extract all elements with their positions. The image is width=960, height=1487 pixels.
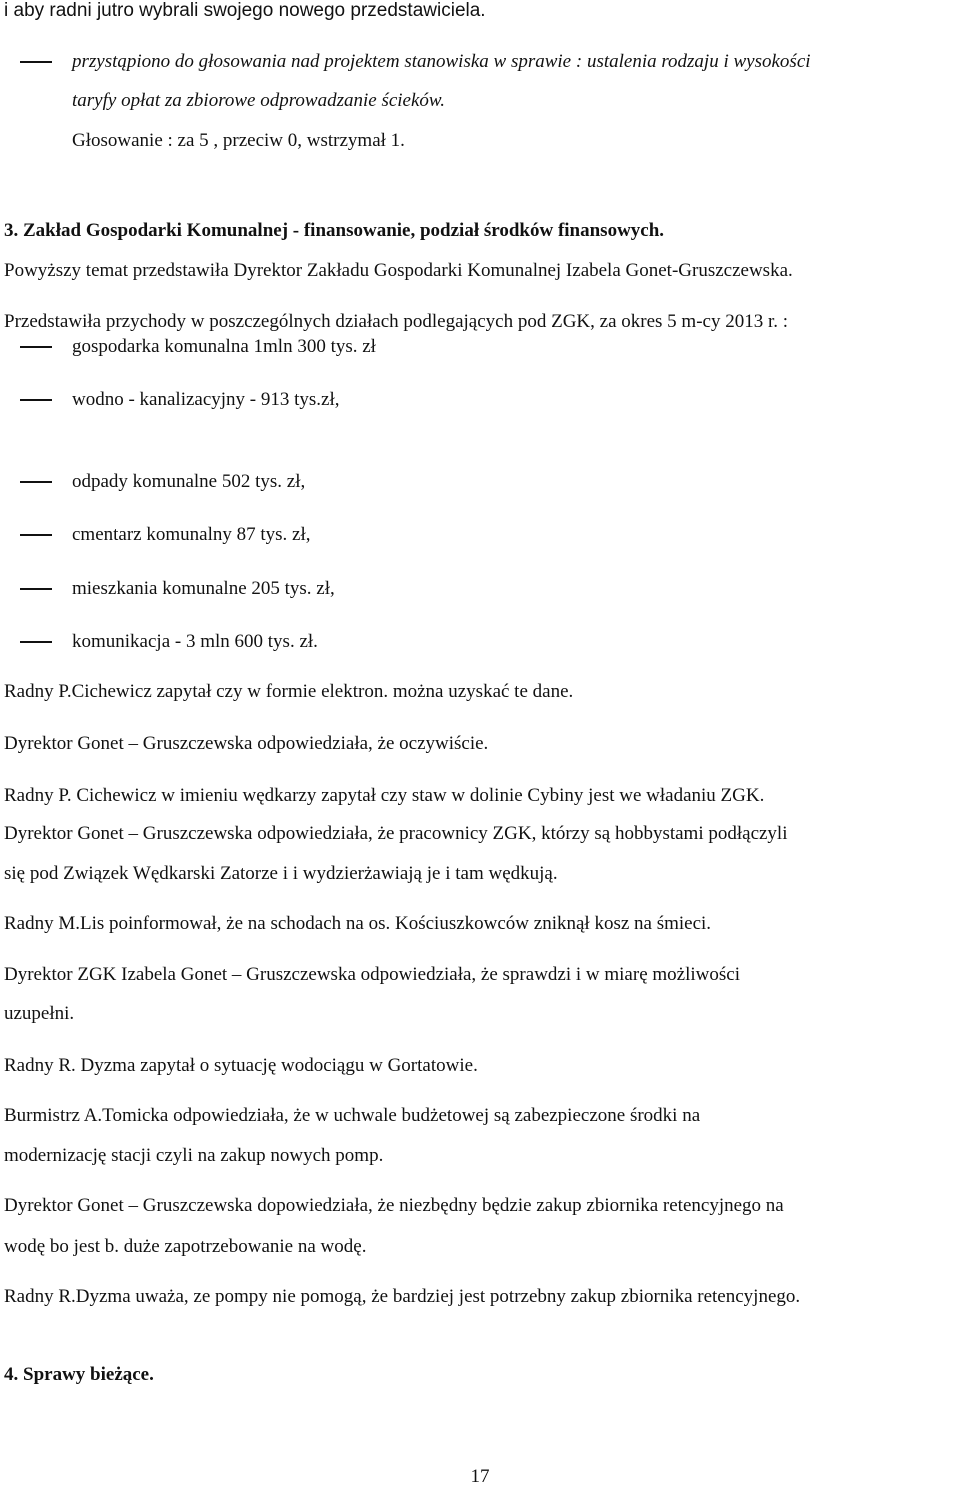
paragraph-line: wodę bo jest b. duże zapotrzebowanie na wodę. (4, 1236, 367, 1257)
list-dash (20, 641, 52, 643)
paragraph-line: Radny M.Lis poinformował, że na schodach na os. Kościuszkowców zniknął kosz na śmieci. (4, 913, 712, 934)
paragraph-line: Radny R. Dyzma zapytał o sytuację wodociągu w Gortatowie. (4, 1055, 478, 1076)
income-item: mieszkania komunalne 205 tys. zł, (72, 578, 335, 599)
list-dash (20, 61, 52, 63)
paragraph-line: się pod Związek Wędkarski Zatorze i i wydzierżawiają je i tam wędkują. (4, 863, 558, 884)
section-3-income-line: Przedstawiła przychody w poszczególnych działach podlegających pod ZGK, za okres 5 m-cy 2013 r. : (4, 311, 789, 332)
list-dash (20, 399, 52, 401)
income-item: komunikacja - 3 mln 600 tys. zł. (72, 631, 318, 652)
list-dash (20, 481, 52, 483)
vote-result: Głosowanie : za 5 , przeciw 0, wstrzymał 1. (72, 130, 405, 151)
section-4-heading: 4. Sprawy bieżące. (4, 1364, 154, 1385)
paragraph-line: Dyrektor Gonet – Gruszczewska odpowiedziała, że oczywiście. (4, 733, 489, 754)
list-dash (20, 534, 52, 536)
paragraph-line: modernizację stacji czyli na zakup nowych pomp. (4, 1145, 384, 1166)
section-3-intro: Powyższy temat przedstawiła Dyrektor Zakładu Gospodarki Komunalnej Izabela Gonet-Gruszczewska. (4, 260, 793, 281)
paragraph-line: Radny R.Dyzma uważa, ze pompy nie pomogą, że bardziej jest potrzebny zakup zbiornika retencyjnego. (4, 1286, 801, 1307)
vote-item-line-2: taryfy opłat za zbiorowe odprowadzanie ścieków. (72, 90, 445, 111)
page-number: 17 (470, 1466, 490, 1487)
list-dash (20, 346, 52, 348)
top-line: i aby radni jutro wybrali swojego nowego przedstawiciela. (4, 0, 486, 21)
paragraph-line: Dyrektor ZGK Izabela Gonet – Gruszczewska odpowiedziała, że sprawdzi i w miarę możliwości (4, 964, 740, 985)
paragraph-line: Burmistrz A.Tomicka odpowiedziała, że w uchwale budżetowej są zabezpieczone środki na (4, 1105, 701, 1126)
paragraph-line: Dyrektor Gonet – Gruszczewska dopowiedziała, że niezbędny będzie zakup zbiornika retencyjnego na (4, 1195, 784, 1216)
income-item: odpady komunalne 502 tys. zł, (72, 471, 306, 492)
paragraph-line: Radny P.Cichewicz zapytał czy w formie elektron. można uzyskać te dane. (4, 681, 574, 702)
income-item: cmentarz komunalny 87 tys. zł, (72, 524, 311, 545)
section-3-heading: 3. Zakład Gospodarki Komunalnej - finansowanie, podział środków finansowych. (4, 220, 665, 241)
paragraph-line: Dyrektor Gonet – Gruszczewska odpowiedziała, że pracownicy ZGK, którzy są hobbystami podłączyli (4, 823, 788, 844)
income-item: gospodarka komunalna 1mln 300 tys. zł (72, 336, 376, 357)
paragraph-line: uzupełni. (4, 1003, 75, 1024)
income-item: wodno - kanalizacyjny - 913 tys.zł, (72, 389, 340, 410)
vote-item-line-1: przystąpiono do głosowania nad projektem stanowiska w sprawie : ustalenia rodzaju i wysokości (72, 51, 811, 72)
paragraph-line: Radny P. Cichewicz w imieniu wędkarzy zapytał czy staw w dolinie Cybiny jest we władaniu ZGK. (4, 785, 765, 806)
list-dash (20, 588, 52, 590)
